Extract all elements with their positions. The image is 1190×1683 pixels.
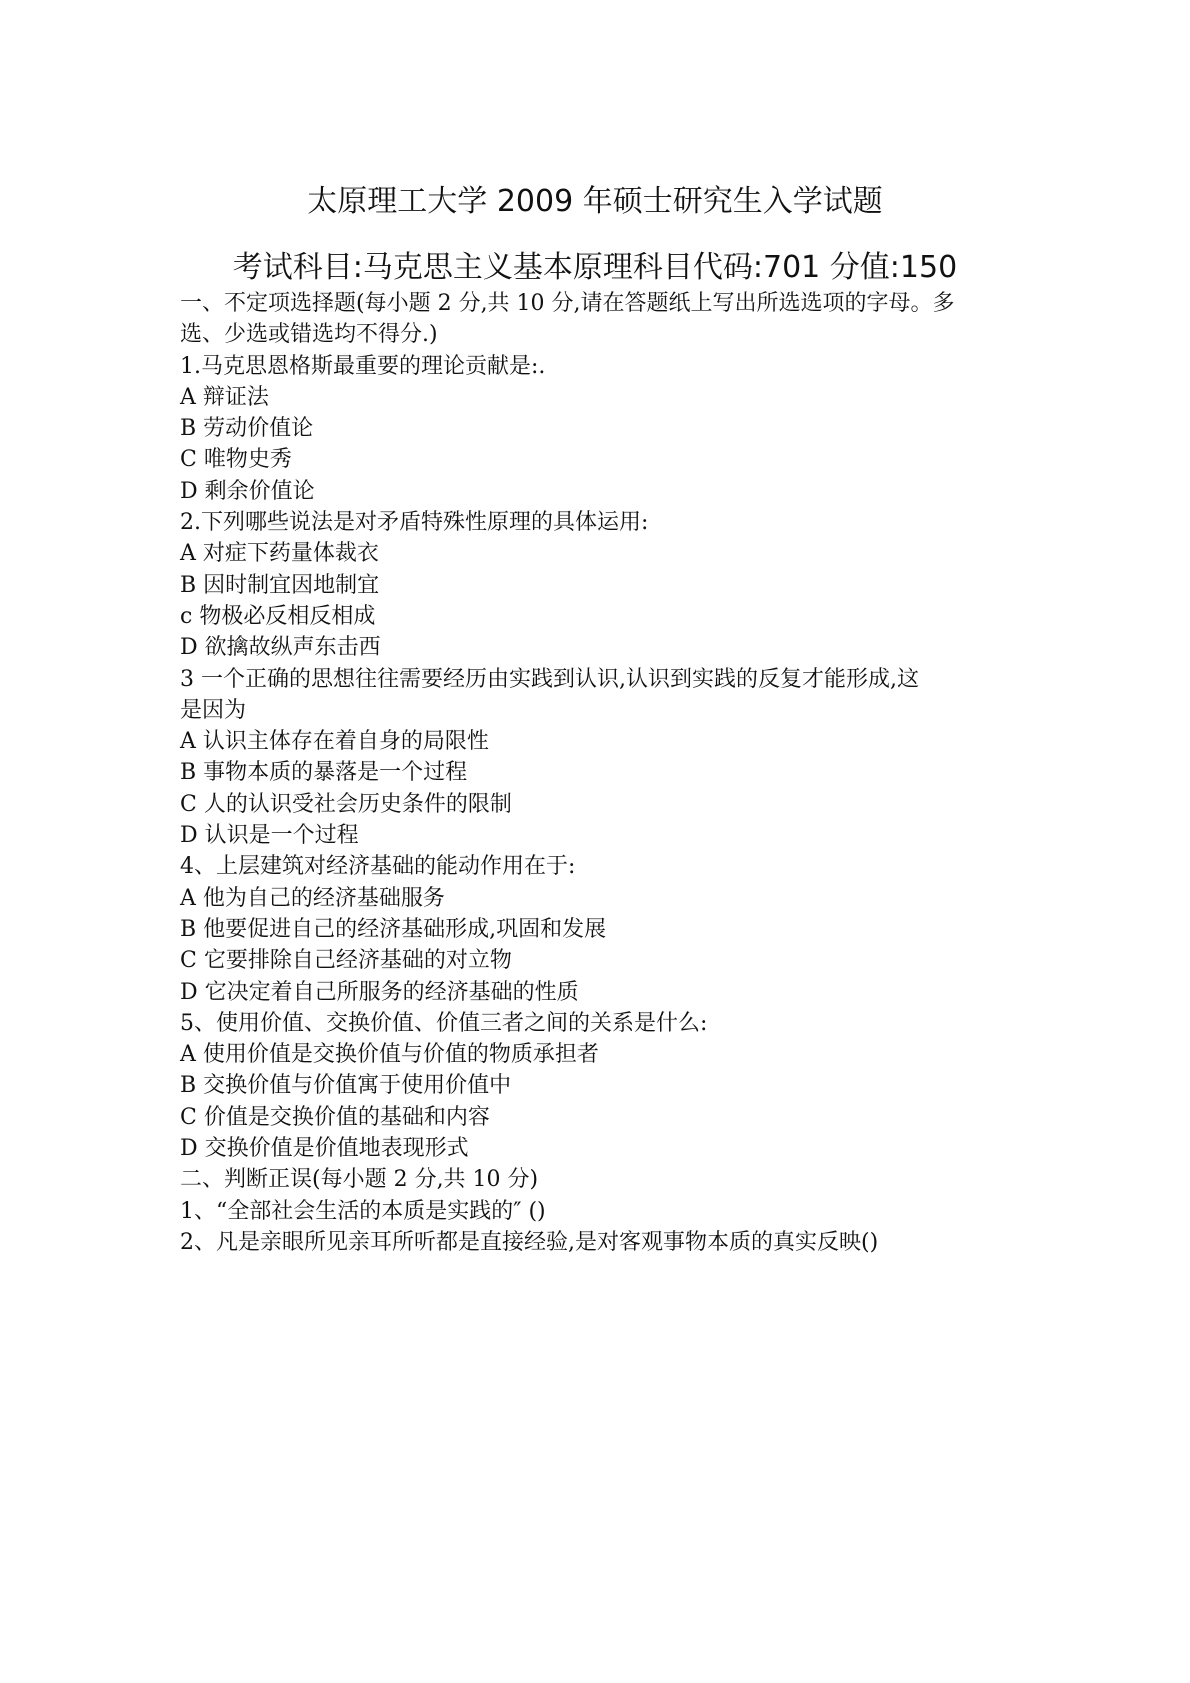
question-1-option-d: D 剩余价值论 — [180, 478, 315, 504]
question-3-option-c: C 人的认识受社会历史条件的限制 — [180, 791, 512, 817]
question-5-option-c: C 价值是交换价值的基础和内容 — [180, 1104, 490, 1130]
question-5: 5、使用价值、交换价值、价值三者之间的关系是什么: — [180, 1010, 708, 1036]
question-4-option-c: C 它要排除自己经济基础的对立物 — [180, 948, 512, 974]
question-3-option-a: A 认识主体存在着自身的局限性 — [180, 729, 489, 755]
true-false-item-1: 1、“全部社会生活的本质是实践的″ () — [180, 1198, 546, 1224]
question-4-option-b: B 他要促进自己的经济基础形成,巩固和发展 — [180, 916, 607, 942]
exam-subject-line: 考试科目:马克思主义基本原理科目代码:701 分值:150 — [232, 250, 958, 285]
question-2-option-c: c 物极必反相反相成 — [180, 603, 376, 629]
question-3: 3 一个正确的思想往往需要经历由实践到认识,认识到实践的反复才能形成,这 — [180, 666, 919, 692]
page-title: 太原理工大学 2009 年硕士研究生入学试题 — [307, 184, 883, 219]
question-2-option-b: B 因时制宜因地制宜 — [180, 572, 380, 598]
section-heading-multiple-choice: 一、不定项选择题(每小题 2 分,共 10 分,请在答题纸上写出所选选项的字母。多 — [180, 291, 955, 316]
question-1-option-a: A 辩证法 — [180, 384, 269, 410]
question-4-option-a: A 他为自己的经济基础服务 — [180, 885, 445, 911]
question-5-option-a: A 使用价值是交换价值与价值的物质承担者 — [180, 1042, 599, 1068]
section-heading-true-false: 二、判断正误(每小题 2 分,共 10 分) — [180, 1167, 539, 1193]
question-1-option-c: C 唯物史秀 — [180, 447, 292, 473]
question-4: 4、上层建筑对经济基础的能动作用在于: — [180, 854, 576, 880]
question-3-option-b: B 事物本质的暴落是一个过程 — [180, 760, 468, 786]
question-5-option-d: D 交换价值是价值地表现形式 — [180, 1136, 469, 1162]
question-2: 2.下列哪些说法是对矛盾特殊性原理的具体运用: — [180, 510, 649, 536]
section-instructions: 选、少选或错选均不得分.) — [180, 322, 438, 348]
question-1: 1.马克思恩格斯最重要的理论贡献是:. — [180, 353, 546, 379]
question-3-option-d: D 认识是一个过程 — [180, 823, 359, 849]
question-2-option-a: A 对症下药量体裁衣 — [180, 541, 379, 567]
question-1-option-b: B 劳动价值论 — [180, 416, 314, 442]
true-false-item-2: 2、凡是亲眼所见亲耳所听都是直接经验,是对客观事物本质的真实反映() — [180, 1229, 879, 1255]
question-5-option-b: B 交换价值与价值寓于使用价值中 — [180, 1073, 512, 1099]
question-3-continued: 是因为 — [180, 697, 247, 723]
question-2-option-d: D 欲擒故纵声东击西 — [180, 635, 381, 661]
exam-body — [180, 288, 1030, 1258]
question-4-option-d: D 它决定着自己所服务的经济基础的性质 — [180, 979, 579, 1005]
